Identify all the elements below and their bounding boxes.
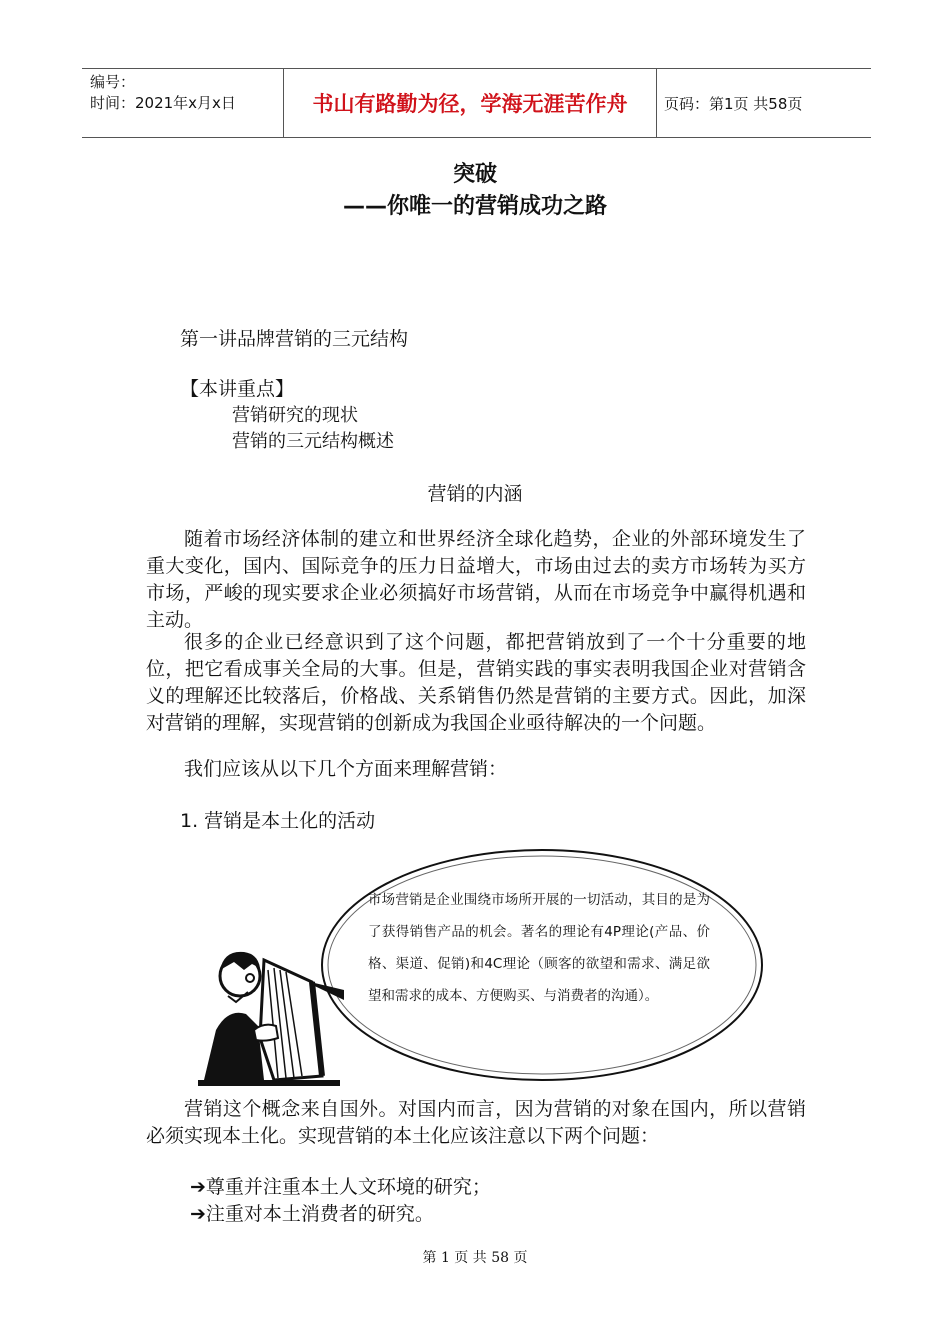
arrow-right-icon: ➔ — [190, 1176, 206, 1198]
header-page-info: 页码：第1页 共58页 — [664, 94, 803, 113]
serial-label: 编号： — [90, 73, 136, 91]
arrow-right-icon: ➔ — [190, 1203, 206, 1225]
header-info-cell — [82, 69, 282, 137]
doc-title: 突破 — [452, 162, 497, 187]
key-points-heading: 【本讲重点】 — [180, 378, 295, 400]
page-footer: 第 1 页 共 58 页 — [422, 1250, 528, 1266]
bullet-item — [190, 1199, 434, 1226]
doc-subtitle: ——你唯一的营销成功之路 — [342, 194, 607, 219]
bullet-text: 注重对本土消费者的研究。 — [205, 1203, 434, 1225]
bullet-text: 尊重并注重本土人文环境的研究； — [205, 1176, 491, 1198]
key-point: 营销的三元结构概述 — [232, 431, 394, 452]
header-motto: 书山有路勤为径，学海无涯苦作舟 — [283, 69, 657, 137]
bubble-text: 市场营销是企业围绕市场所开展的一切活动，其目的是为了获得销售产品的机会。著名的理论有4P理论(产品、价格、渠道、促销)和4C理论（顾客的欲望和需求、满足欲望和需求的成本、方便购买、与消费者的沟通）。 — [368, 892, 710, 1004]
paragraph: 很多的企业已经意识到了这个问题，都把营销放到了一个十分重要的地位，把它看成事关全局的大事。但是，营销实践的事实表明我国企业对营销含义的理解还比较落后，价格战、关系销售仍然是营销的主要方式。因此，加深对营销的理解，实现营销的创新成为我国企业亟待解决的一个问题。 — [146, 631, 806, 734]
bullet-item — [190, 1172, 491, 1199]
time-label: 时间：2021年x月x日 — [90, 94, 236, 112]
paragraph: 我们应该从以下几个方面来理解营销： — [184, 758, 508, 780]
key-point: 营销研究的现状 — [232, 405, 358, 426]
paragraph: 随着市场经济体制的建立和世界经济全球化趋势，企业的外部环境发生了重大变化，国内、国际竞争的压力日益增大，市场由过去的卖方市场转为买方市场，严峻的现实要求企业必须搞好市场营销，从而在市场竞争中赢得机遇和主动。 — [146, 528, 806, 631]
page-header — [82, 68, 871, 138]
man-with-book-illustration — [194, 930, 344, 1088]
lecture-title: 第一讲品牌营销的三元结构 — [180, 328, 409, 350]
paragraph: 营销这个概念来自国外。对国内而言，因为营销的对象在国内，所以营销必须实现本土化。实现营销的本土化应该注意以下两个问题： — [146, 1098, 806, 1147]
subsection-heading: 1. 营销是本土化的活动 — [180, 810, 376, 832]
section-heading: 营销的内涵 — [427, 483, 523, 505]
